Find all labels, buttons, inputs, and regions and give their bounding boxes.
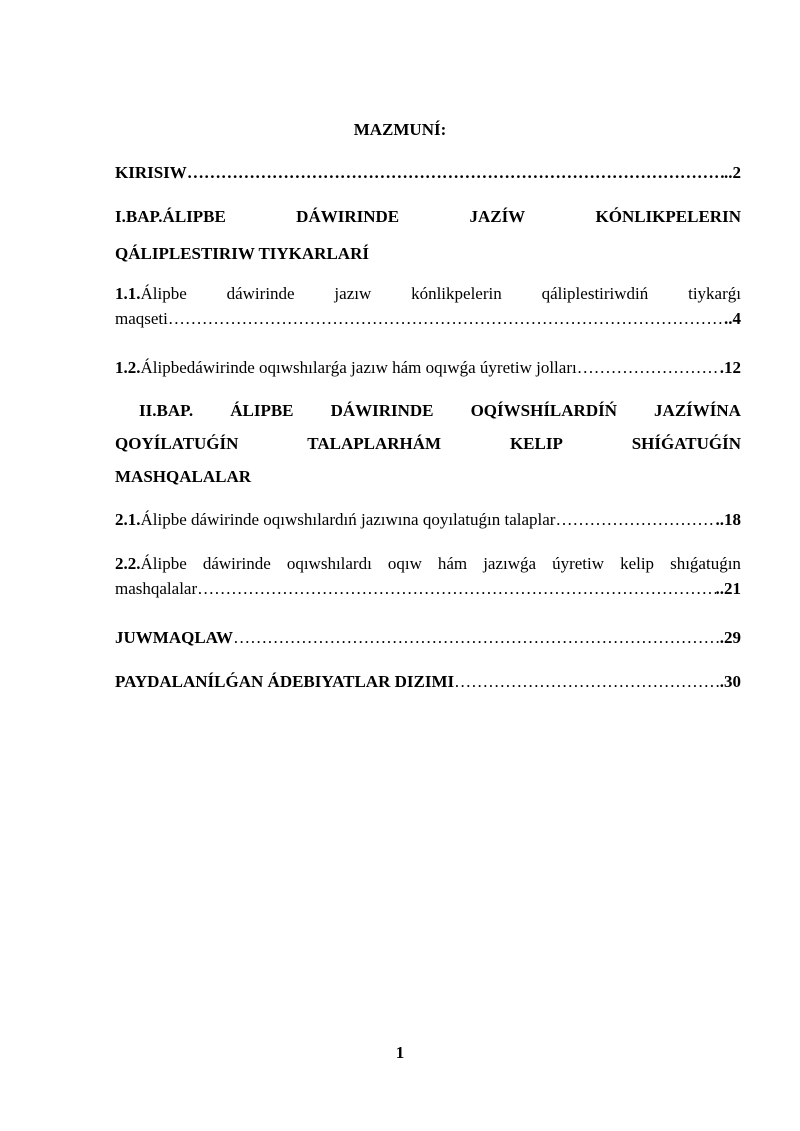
toc-entry-juwmaqlaw[interactable] (115, 625, 741, 650)
entry-text: Álipbe dáwirinde oqıwshılardıń jazıwına qoyılatuǵın talaplar (140, 510, 556, 529)
entry-word: Álipbe (140, 554, 187, 573)
entry-word: dáwirinde (226, 284, 295, 303)
heading-word: JAZÍWÍNA (654, 401, 741, 420)
entry-word: oqıwshılardı (286, 554, 372, 573)
toc-entry-label: PAYDALANÍLǴAN ÁDEBIYATLAR DIZIMI (115, 672, 455, 691)
dot-leader (233, 625, 720, 650)
toc-entry-page: ..21 (715, 579, 741, 598)
entry-line (115, 551, 741, 576)
heading-word: OQÍWSHÍLARDÍŃ (470, 401, 617, 420)
entry-word: hám (437, 554, 468, 573)
section-number: 2.1. (115, 510, 141, 529)
entry-word: kelip (620, 554, 655, 573)
toc-entry-label: JUWMAQLAW (115, 628, 234, 647)
toc-entry-page: .30 (719, 672, 741, 691)
toc-entry-2-1[interactable] (115, 507, 741, 532)
heading-text: QÁLIPLESTIRIW TIYKARLARÍ (115, 244, 369, 263)
chapter-heading-line (115, 398, 741, 423)
chapter-heading-line (115, 204, 741, 229)
heading-word: QOYÍLATUǴÍN (115, 434, 239, 453)
heading-word: JAZÍW (469, 207, 526, 226)
toc-entry-kirisiw[interactable] (115, 160, 741, 185)
entry-line (115, 576, 741, 601)
heading-word: SHÍǴATUǴÍN (631, 434, 741, 453)
toc-entry-page: .12 (719, 358, 741, 377)
entry-word: shıǵatuǵın (670, 554, 741, 573)
entry-line (115, 306, 741, 331)
heading-word: TALAPLARHÁM (307, 434, 442, 453)
toc-entry-1-2[interactable] (115, 355, 741, 380)
entry-word: jazıwǵa (483, 554, 537, 573)
page-number: 1 (395, 1043, 405, 1062)
entry-word: Álipbe (140, 284, 187, 303)
heading-word: DÁWIRINDE (330, 401, 434, 420)
heading-word: ÁLIPBE (230, 401, 294, 420)
entry-word: kónlikpelerin (411, 284, 502, 303)
heading-word: I.BAP.ÁLIPBE (115, 207, 226, 226)
chapter-heading-line (115, 241, 741, 266)
entry-first-word (115, 551, 187, 576)
entry-word: jazıw (334, 284, 372, 303)
entry-text: maqseti (115, 309, 168, 328)
entry-word: úyretiw (552, 554, 605, 573)
toc-entry-page: ..18 (715, 510, 741, 529)
section-number: 1.1. (115, 284, 141, 303)
toc-entry-page: ..2 (724, 163, 741, 182)
entry-line (115, 281, 741, 306)
entry-word: dáwirinde (202, 554, 271, 573)
dot-leader (555, 507, 715, 532)
entry-text: mashqalalar (115, 579, 198, 598)
entry-text: Álipbedáwirinde oqıwshılarǵa jazıw hám oqıwǵa úyretiw jolları (140, 358, 577, 377)
chapter-heading-line (115, 464, 741, 489)
dot-leader (187, 160, 724, 185)
toc-entry-label: KIRISIW (115, 163, 187, 182)
entry-word: oqıw (387, 554, 422, 573)
dot-leader (168, 306, 724, 331)
heading-word: DÁWIRINDE (296, 207, 400, 226)
toc-title: MAZMUNÍ: (353, 120, 447, 139)
toc-chapter-1[interactable] (115, 204, 741, 266)
entry-word: qáliplestiriwdiń (541, 284, 649, 303)
chapter-heading-line (115, 431, 741, 456)
heading-text: MASHQALALAR (115, 467, 252, 486)
toc-entry-paydalanilgan[interactable] (115, 669, 741, 694)
heading-word: II.BAP. (139, 401, 194, 420)
toc-chapter-2[interactable] (115, 398, 741, 489)
heading-word: KELIP (509, 434, 563, 453)
dot-leader (577, 355, 720, 380)
entry-word: tiykarǵı (688, 284, 741, 303)
toc-entry-1-1[interactable] (115, 281, 741, 331)
toc-entry-page: .29 (719, 628, 741, 647)
heading-word: KÓNLIKPELERIN (595, 207, 741, 226)
entry-first-word (115, 281, 187, 306)
dot-leader (197, 576, 715, 601)
section-number: 2.2. (115, 554, 141, 573)
toc-entry-page: ..4 (724, 309, 741, 328)
dot-leader (454, 669, 720, 694)
toc-entry-2-2[interactable] (115, 551, 741, 601)
section-number: 1.2. (115, 358, 141, 377)
